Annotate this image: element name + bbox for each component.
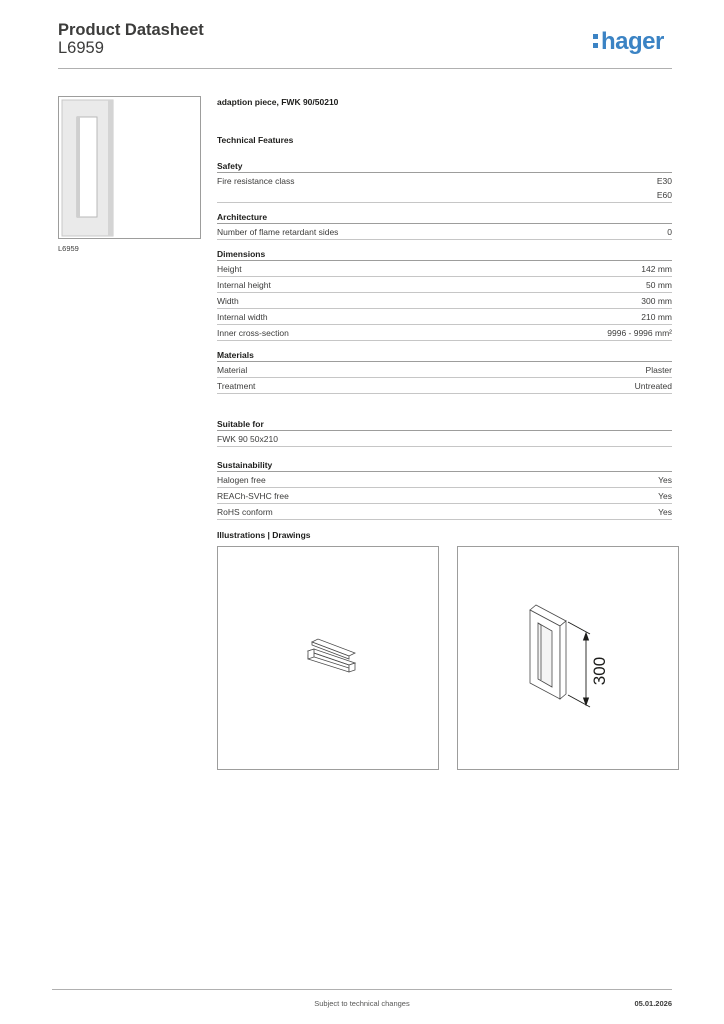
table-row [217, 431, 672, 447]
row-label: Treatment [217, 381, 256, 391]
product-code: L6959 [58, 39, 104, 57]
row-value: Yes [658, 507, 672, 517]
section-title: Architecture [217, 211, 672, 224]
row-label: Internal width [217, 312, 268, 322]
table-row [217, 362, 672, 378]
header-divider [58, 68, 672, 69]
table-row [217, 325, 672, 341]
row-label: Halogen free [217, 475, 266, 485]
row-value: 300 mm [641, 296, 672, 306]
section-materials [217, 349, 672, 394]
dimension-drawing-graphic [458, 547, 678, 769]
logo-text: hager [601, 28, 664, 55]
section-sustainability [217, 459, 672, 520]
footer-note: Subject to technical changes [314, 999, 410, 1008]
section-title: Safety [217, 160, 672, 173]
product-image-caption: L6959 [58, 244, 79, 253]
technical-features-heading: Technical Features [217, 135, 294, 145]
table-row [217, 277, 672, 293]
row-value: 50 mm [646, 280, 672, 290]
illustrations-heading: Illustrations | Drawings [217, 530, 311, 540]
row-value: Yes [658, 475, 672, 485]
row-value-line: E60 [656, 190, 672, 200]
table-row [217, 488, 672, 504]
isometric-drawing-graphic [218, 547, 438, 769]
logo-colon-mark [593, 32, 599, 51]
drawing-dimensioned [457, 546, 679, 770]
table-row [217, 261, 672, 277]
section-title: Dimensions [217, 248, 672, 261]
row-label: RoHS conform [217, 507, 273, 517]
table-row [217, 293, 672, 309]
table-row [217, 472, 672, 488]
product-photo-graphic [59, 97, 200, 238]
section-title: Sustainability [217, 459, 672, 472]
row-label: Inner cross-section [217, 328, 289, 338]
row-value-line: E30 [656, 176, 672, 186]
row-value: Plaster [645, 365, 672, 375]
table-row [217, 378, 672, 394]
row-label: Width [217, 296, 239, 306]
section-title: Materials [217, 349, 672, 362]
row-label: Number of flame retardant sides [217, 227, 339, 237]
page-title: Product Datasheet [58, 21, 204, 39]
row-label: REACh-SVHC free [217, 491, 289, 501]
row-value: 0 [667, 227, 672, 237]
section-title: Suitable for [217, 418, 672, 431]
row-label: Material [217, 365, 248, 375]
row-label: FWK 90 50x210 [217, 434, 278, 444]
row-value: 142 mm [641, 264, 672, 274]
row-label: Fire resistance class [217, 176, 295, 186]
row-value: Untreated [634, 381, 672, 391]
row-label: Internal height [217, 280, 271, 290]
product-image [58, 96, 201, 239]
section-suitable-for [217, 418, 672, 447]
table-row [217, 224, 672, 240]
row-value: Yes [658, 491, 672, 501]
footer-divider [52, 989, 672, 990]
row-value: 9996 - 9996 mm² [607, 328, 672, 338]
table-row [217, 173, 672, 203]
dimension-label: 300 [590, 656, 609, 686]
datasheet-content [217, 96, 672, 540]
table-row [217, 309, 672, 325]
table-row [217, 504, 672, 520]
product-description: adaption piece, FWK 90/50210 [217, 97, 339, 107]
row-label: Height [217, 264, 242, 274]
drawing-isometric [217, 546, 439, 770]
footer-date: 05.01.2026 [634, 999, 672, 1008]
spacer [217, 402, 672, 418]
row-value [657, 174, 672, 202]
section-safety [217, 160, 672, 203]
hager-logo [593, 28, 664, 56]
row-value: 210 mm [641, 312, 672, 322]
section-dimensions [217, 248, 672, 341]
section-architecture [217, 211, 672, 240]
